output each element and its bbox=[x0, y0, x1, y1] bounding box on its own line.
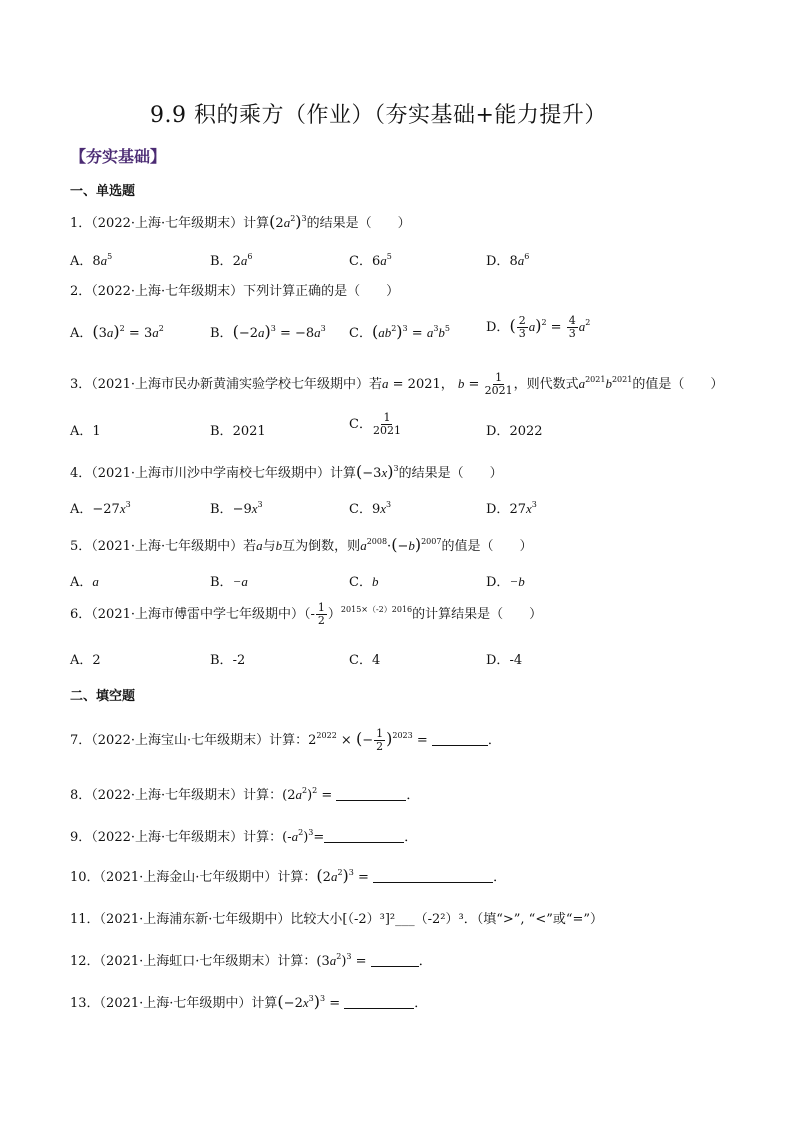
q2-option-b[interactable]: B．$(-2a)^3 = -8a^3$ bbox=[210, 322, 326, 341]
q3-option-c[interactable]: C． $\frac{1}{2021}$ bbox=[349, 411, 401, 438]
q4-option-b[interactable]: B．$-9x^3$ bbox=[210, 500, 263, 517]
q4-option-d[interactable]: D．$27x^3$ bbox=[486, 500, 537, 517]
q4-option-c[interactable]: C．$9x^3$ bbox=[349, 500, 392, 517]
question-2: 2．（2022·上海·七年级期末）下列计算正确的是（ ） bbox=[70, 284, 400, 299]
heading-fill-blank: 二、填空题 bbox=[70, 689, 136, 704]
q6-option-a[interactable]: A．2 bbox=[70, 653, 101, 668]
question-12: 12．（2021·上海虹口·七年级期末）计算：$(3a^2)^3$ = ． bbox=[70, 952, 432, 969]
answer-blank-12[interactable] bbox=[371, 954, 419, 967]
q5-option-b[interactable]: B．−a bbox=[210, 574, 248, 590]
question-3: 3．（2021·上海市民办新黄浦实验学校七年级期中）若a = 2021， b = $\frac{1}{2021}$ ，则代数式$a^{2021}b^{2021}$的值是（ ） bbox=[70, 371, 724, 398]
q5-option-c[interactable]: C．b bbox=[349, 574, 379, 590]
q5-option-a[interactable]: A．a bbox=[70, 574, 99, 590]
q3-option-b[interactable]: B．2021 bbox=[210, 424, 266, 439]
q2-option-d[interactable]: D．( $\frac{2}{3}$ a)$^2$ = $\frac{4}{3}$ $a^2$ bbox=[486, 314, 591, 341]
question-13: 13．（2021·上海·七年级期中）计算$(-2x^3)^3$ = ． bbox=[70, 992, 428, 1011]
question-8: 8．（2022·上海·七年级期末）计算：$(2a^2)^2$ = ． bbox=[70, 786, 420, 803]
section-label: 【夯实基础】 bbox=[70, 147, 167, 166]
q2-option-c[interactable]: C．$(ab^2)^3 = a^3b^5$ bbox=[349, 322, 450, 341]
question-1: 1．（2022·上海·七年级期末）计算$(2a^2)^3$的结果是（ ） bbox=[70, 212, 411, 231]
question-6: 6．（2021·上海市傅雷中学七年级期中）（- $\frac{1}{2}$ ）$^{2015\times(-2)2016}$的计算结果是（ ） bbox=[70, 601, 543, 628]
q2-option-a[interactable]: A．$(3a)^2 = 3a^2$ bbox=[70, 322, 164, 341]
question-11: 11．（2021·上海浦东新·七年级期中）比较大小[（-2）³]²___（-2²）³．（填“>”, “<”或“=”） bbox=[70, 912, 604, 927]
q1-option-b[interactable]: B．$2a^6$ bbox=[210, 252, 253, 269]
q6-option-b[interactable]: B．-2 bbox=[210, 653, 246, 668]
answer-blank-8[interactable] bbox=[336, 788, 406, 801]
answer-blank-13[interactable] bbox=[344, 996, 414, 1009]
q4-option-a[interactable]: A．$-27x^3$ bbox=[70, 500, 131, 517]
page-title: 9.9 积的乘方（作业）（夯实基础+能力提升） bbox=[150, 103, 607, 128]
q3-option-a[interactable]: A．1 bbox=[70, 424, 101, 439]
q1-option-d[interactable]: D．$8a^6$ bbox=[486, 252, 530, 269]
q6-option-d[interactable]: D．-4 bbox=[486, 653, 523, 668]
answer-blank-10[interactable] bbox=[373, 870, 493, 883]
q1-option-a[interactable]: A．$8a^5$ bbox=[70, 252, 113, 269]
answer-blank-9[interactable] bbox=[324, 830, 404, 843]
q3-option-d[interactable]: D．2022 bbox=[486, 424, 543, 439]
q1-option-c[interactable]: C．$6a^5$ bbox=[349, 252, 392, 269]
question-9: 9．（2022·上海·七年级期末）计算：$(-a^2)^3=$ ． bbox=[70, 828, 418, 845]
q6-option-c[interactable]: C．4 bbox=[349, 653, 381, 668]
q5-option-d[interactable]: D．−b bbox=[486, 574, 525, 590]
heading-single-choice: 一、单选题 bbox=[70, 184, 136, 199]
answer-blank-7[interactable] bbox=[432, 733, 488, 746]
question-10: 10．（2021·上海金山·七年级期中）计算：$(2a^2)^3$ = ． bbox=[70, 866, 507, 885]
question-7: 7．（2022·上海宝山·七年级期末）计算：$2^{2022}$ × (− $\frac{1}{2}$ )$^{2023}$ = ． bbox=[70, 727, 501, 754]
question-4: 4．（2021·上海市川沙中学南校七年级期中）计算$(-3x)^3$的结果是（ ） bbox=[70, 462, 503, 481]
question-5: 5．（2021·上海·七年级期中）若a与b互为倒数，则$a^{2008}\cdot(-b)^{2007}$的值是（ ） bbox=[70, 535, 533, 554]
